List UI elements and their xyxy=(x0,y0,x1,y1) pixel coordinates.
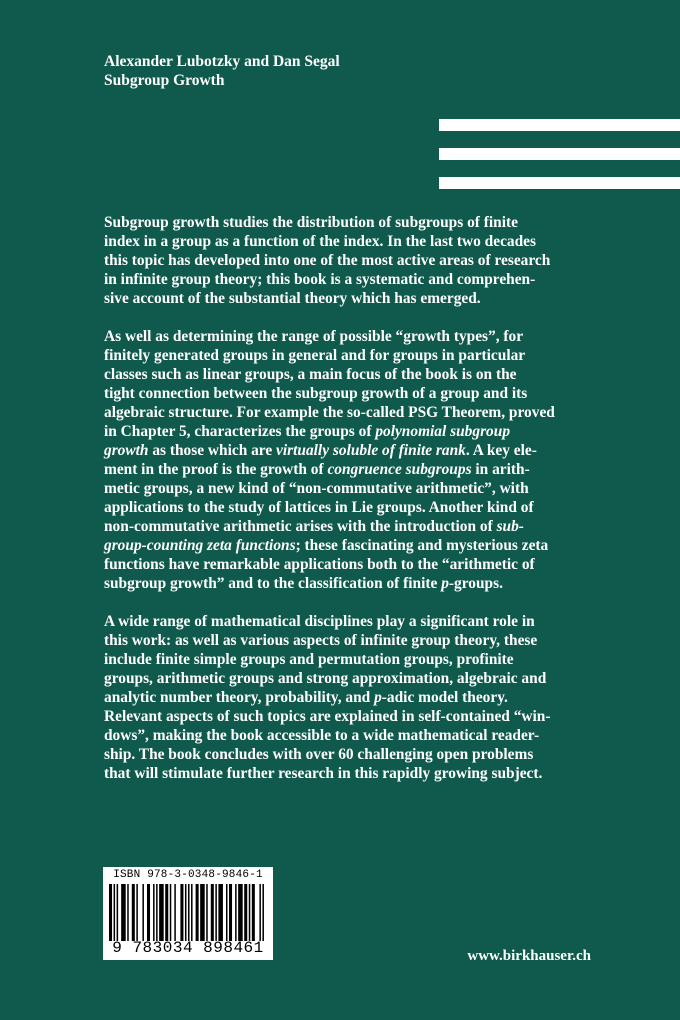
text-run: finitely generated groups in general and for groups in particular xyxy=(104,347,526,364)
text-line xyxy=(104,726,596,745)
italic-run: p xyxy=(441,575,449,592)
text-line xyxy=(104,403,596,422)
barcode-bar xyxy=(206,884,208,941)
italic-run: growth xyxy=(104,442,149,459)
isbn-label: ISBN 978-3-0348-9846-1 xyxy=(113,869,263,881)
barcode-bar xyxy=(121,884,126,941)
text-line xyxy=(104,479,596,498)
text-run: sive account of the substantial theory which has emerged. xyxy=(104,290,481,307)
text-run: ship. The book concludes with over 60 challenging open problems xyxy=(104,746,534,763)
barcode-bar xyxy=(191,884,193,941)
text-line xyxy=(104,270,596,289)
barcode-bar xyxy=(211,884,214,941)
blurb-text xyxy=(104,213,596,802)
paragraph xyxy=(104,612,596,783)
barcode-bar xyxy=(249,884,251,941)
text-line xyxy=(104,460,596,479)
authors: Alexander Lubotzky and Dan Segal xyxy=(104,53,340,70)
barcode-bar xyxy=(196,884,199,941)
barcode-bar xyxy=(235,884,237,941)
barcode-bar xyxy=(127,884,129,941)
barcode-bar xyxy=(252,884,255,941)
text-line xyxy=(104,555,596,574)
text-run: index in a group as a function of the index. In the last two decades xyxy=(104,233,536,250)
text-line xyxy=(104,232,596,251)
text-line xyxy=(104,213,596,232)
text-line xyxy=(104,441,596,460)
barcode xyxy=(103,867,273,960)
decorative-stripes xyxy=(439,119,680,206)
text-line xyxy=(104,764,596,783)
barcode-bar xyxy=(156,884,158,941)
text-run: A wide range of mathematical disciplines play a significant role in xyxy=(104,613,535,630)
text-run: this work: as well as various aspects of infinite group theory, these xyxy=(104,632,538,649)
text-run: in Chapter 5, characterizes the groups of xyxy=(104,423,376,440)
text-run: -groups. xyxy=(448,575,503,592)
text-line xyxy=(104,536,596,555)
text-line xyxy=(104,707,596,726)
barcode-bar xyxy=(147,884,150,941)
stripe xyxy=(439,148,680,160)
barcode-bar xyxy=(229,884,232,941)
text-line xyxy=(104,631,596,650)
text-run: include finite simple groups and permutation groups, profinite xyxy=(104,651,514,668)
text-run: functions have remarkable applications both to the “arithmetic of xyxy=(104,556,535,573)
barcode-bar xyxy=(153,884,155,941)
italic-run: p xyxy=(374,689,382,706)
text-run: ; these fascinating and mysterious zeta xyxy=(295,537,549,554)
barcode-bar xyxy=(185,884,187,941)
text-line xyxy=(104,574,596,593)
barcode-bar xyxy=(114,884,116,941)
barcode-bar xyxy=(226,884,228,941)
text-run: subgroup growth” and to the classification of finite xyxy=(104,575,442,592)
barcode-bar xyxy=(244,884,247,941)
barcode-bar xyxy=(188,884,190,941)
text-run: as those which are xyxy=(148,442,277,459)
barcode-bar xyxy=(142,884,144,941)
text-line xyxy=(104,384,596,403)
text-line xyxy=(104,289,596,308)
barcode-bar xyxy=(117,884,119,941)
barcode-bar xyxy=(215,884,217,941)
text-run: As well as determining the range of possible “growth types”, for xyxy=(104,328,524,345)
italic-run: sub- xyxy=(496,518,524,535)
italic-run: polynomial subgroup xyxy=(375,423,511,440)
barcode-bar xyxy=(218,884,223,941)
barcode-bar xyxy=(174,884,176,941)
barcode-bar xyxy=(170,884,172,941)
text-run: this topic has developed into one of the most active areas of research xyxy=(104,252,551,269)
paragraph xyxy=(104,327,596,593)
barcode-bar xyxy=(238,884,243,941)
text-line xyxy=(104,498,596,517)
text-run: in arith- xyxy=(471,461,530,478)
text-run: dows”, making the book accessible to a wide mathematical reader- xyxy=(104,727,540,744)
barcode-bar xyxy=(109,884,112,941)
text-line xyxy=(104,669,596,688)
barcode-bars xyxy=(109,884,267,941)
text-run: groups, arithmetic groups and strong approximation, algebraic and xyxy=(104,670,547,687)
barcode-bar xyxy=(165,884,168,941)
text-line xyxy=(104,650,596,669)
italic-run: group-counting zeta functions xyxy=(104,537,296,554)
paragraph xyxy=(104,213,596,308)
text-run: in infinite group theory; this book is a systematic and comprehen- xyxy=(104,271,536,288)
barcode-bar xyxy=(262,884,264,941)
text-run: -adic model theory. xyxy=(381,689,508,706)
text-line xyxy=(104,251,596,270)
text-run: algebraic structure. For example the so-called PSG Theorem, proved xyxy=(104,404,555,421)
text-line xyxy=(104,517,596,536)
text-run: metic groups, a new kind of “non-commutative arithmetic”, with xyxy=(104,480,529,497)
text-run: . A key ele- xyxy=(465,442,537,459)
text-line xyxy=(104,745,596,764)
barcode-bar xyxy=(132,884,135,941)
text-run: analytic number theory, probability, and xyxy=(104,689,375,706)
text-line xyxy=(104,346,596,365)
barcode-bar xyxy=(136,884,138,941)
text-line xyxy=(104,612,596,631)
barcode-bar xyxy=(259,884,261,941)
stripe xyxy=(439,119,680,131)
cover-header xyxy=(104,52,340,90)
text-line xyxy=(104,365,596,384)
text-run: that will stimulate further research in this rapidly growing subject. xyxy=(104,765,543,782)
text-line xyxy=(104,327,596,346)
ean-digits: 9 783034 898461 xyxy=(112,939,264,957)
italic-run: virtually soluble of finite rank xyxy=(276,442,466,459)
publisher-url: www.birkhauser.ch xyxy=(467,948,591,964)
text-line xyxy=(104,422,596,441)
text-run: Subgroup growth studies the distribution of subgroups of finite xyxy=(104,214,518,231)
text-run: non-commutative arithmetic arises with the introduction of xyxy=(104,518,497,535)
text-run: tight connection between the subgroup growth of a group and its xyxy=(104,385,528,402)
text-run: Relevant aspects of such topics are explained in self-contained “win- xyxy=(104,708,551,725)
text-line xyxy=(104,688,596,707)
text-run: applications to the study of lattices in Lie groups. Another kind of xyxy=(104,499,534,516)
text-run: classes such as linear groups, a main focus of the book is on the xyxy=(104,366,517,383)
book-title: Subgroup Growth xyxy=(104,72,225,89)
text-run: ment in the proof is the growth of xyxy=(104,461,328,478)
stripe xyxy=(439,177,680,189)
barcode-bar xyxy=(159,884,164,941)
barcode-bar xyxy=(200,884,205,941)
barcode-bar xyxy=(180,884,183,941)
italic-run: congruence subgroups xyxy=(327,461,472,478)
